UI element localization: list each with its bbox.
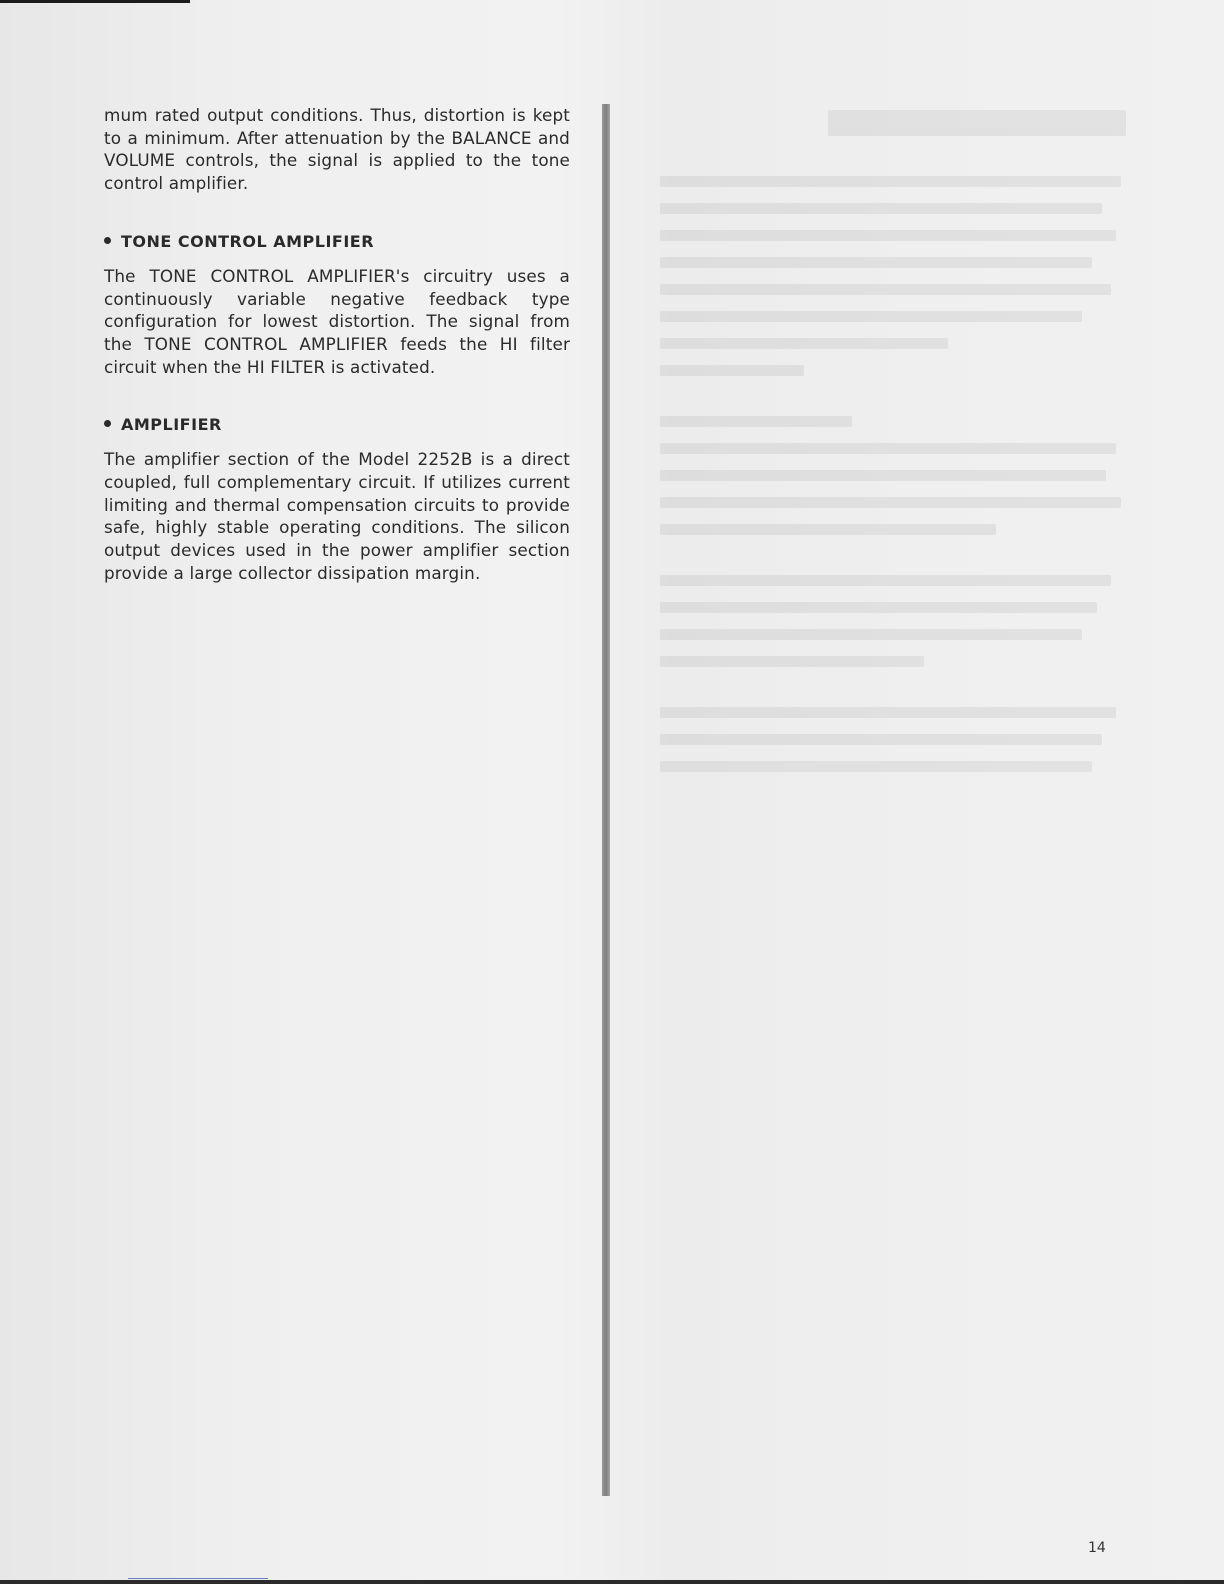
scan-bottom-mark — [128, 1578, 268, 1579]
scan-bottom-edge — [0, 1580, 1224, 1584]
text-column — [104, 104, 570, 585]
section-body-amplifier: The amplifier section of the Model 2252B is a direct coupled, full complementary circuit. If utilizes current limiting and thermal compensation circuits to provide safe, highly stable operating conditions. The silicon output devices used in the power amplifier section provide a large collector dissipation margin. — [104, 449, 570, 583]
center-gutter-rule — [602, 104, 610, 1496]
section-heading-tone-control-amplifier — [104, 231, 570, 253]
heading-text: TONE CONTROL AMPLIFIER — [121, 231, 375, 251]
bullet-icon — [104, 420, 111, 427]
section-heading-amplifier — [104, 414, 570, 436]
facing-page-bleed-through — [660, 110, 1140, 1360]
scan-top-edge — [0, 0, 190, 3]
bullet-icon — [104, 237, 111, 244]
section-body-tone-control-amplifier: The TONE CONTROL AMPLIFIER's circuitry uses a continuously variable negative feedback type configuration for lowest distortion. The signal from the TONE CONTROL AMPLIFIER feeds the HI filter circuit when the HI FILTER is activated. — [104, 265, 570, 377]
intro-paragraph: mum rated output conditions. Thus, distortion is kept to a minimum. After attenuation by the BALANCE and VOLUME controls, the signal is applied to the tone control amplifier. — [104, 105, 570, 194]
page-number: 14 — [1088, 1540, 1106, 1556]
heading-text: AMPLIFIER — [121, 415, 222, 435]
